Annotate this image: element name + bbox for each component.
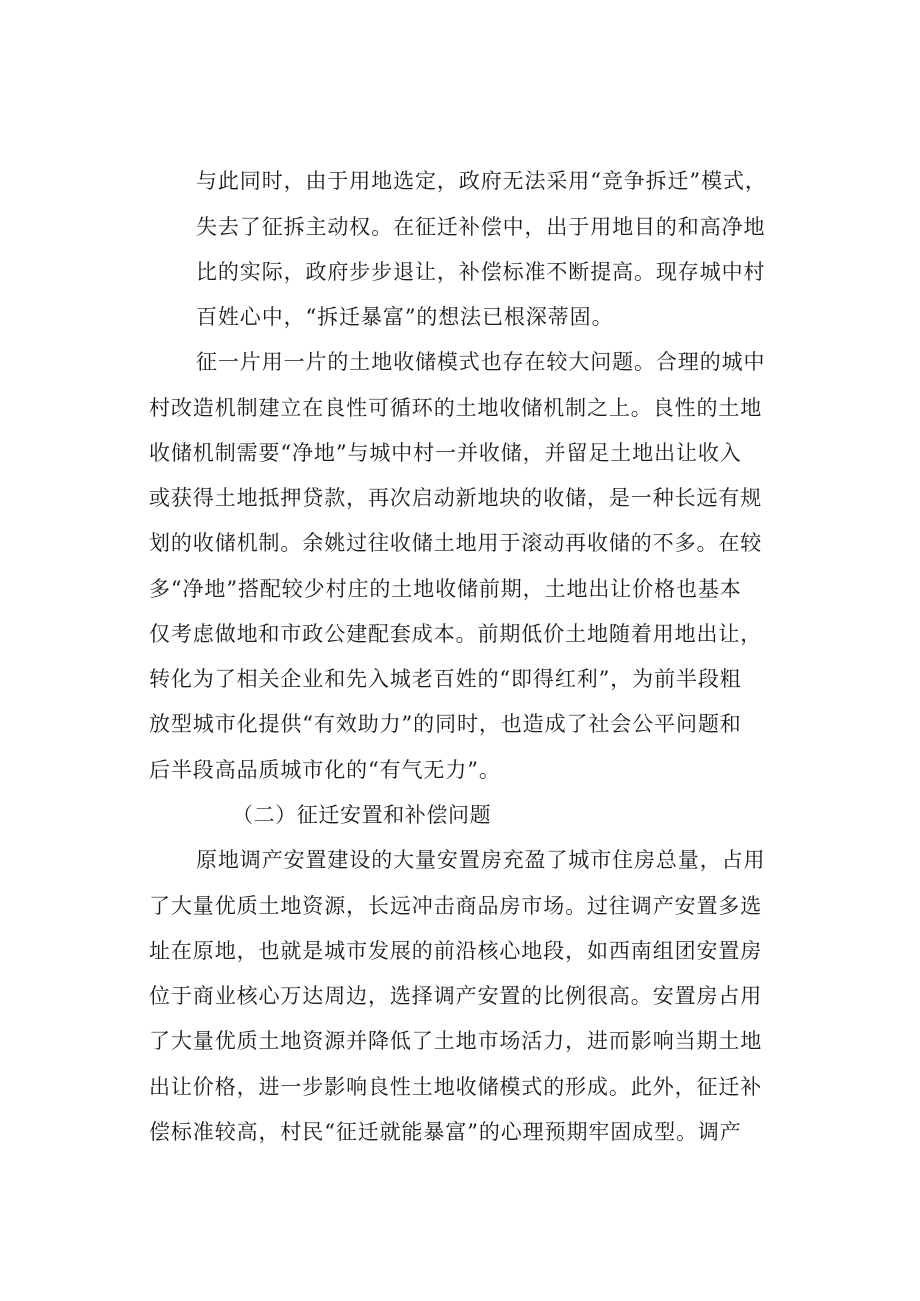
text-line: 出让价格，进一步影响良性土地收储模式的形成。此外，征迁补 <box>149 1075 763 1099</box>
text-line: 原地调产安置建设的大量安置房充盈了城市住房总量，占用 <box>196 848 766 872</box>
text-line: 百姓心中，“拆迁暴富”的想法已根深蒂固。 <box>196 305 614 329</box>
text-line: 或获得土地抵押贷款，再次启动新地块的收储，是一种长远有规 <box>149 486 763 510</box>
text-line: 了大量优质土地资源并降低了土地市场活力，进而影响当期土地 <box>149 1029 763 1053</box>
text-line: 仅考虑做地和市政公建配套成本。前期低价土地随着用地出让， <box>149 622 763 646</box>
text-line: 与此同时，由于用地选定，政府无法采用“竞争拆迁”模式， <box>196 169 767 193</box>
text-line: 多“净地”搭配较少村庄的土地收储前期，土地出让价格也基本 <box>149 577 742 601</box>
text-line: 后半段高品质城市化的“有气无力”。 <box>149 758 501 782</box>
text-line: 失去了征拆主动权。在征迁补偿中，出于用地目的和高净地 <box>196 215 766 239</box>
heading-line: （二）征迁安置和补偿问题 <box>232 803 492 827</box>
text-line: 偿标准较高，村民“征迁就能暴富”的心理预期牢固成型。调产 <box>149 1120 742 1144</box>
text-line: 划的收储机制。余姚过往收储土地用于滚动再收储的不多。在较 <box>149 531 763 555</box>
text-line: 放型城市化提供“有效助力”的同时，也造成了社会公平问题和 <box>149 712 742 736</box>
text-line: 了大量优质土地资源，长远冲击商品房市场。过往调产安置多选 <box>149 894 763 918</box>
text-line: 村改造机制建立在良性可循环的土地收储机制之上。良性的土地 <box>149 396 763 420</box>
text-line: 转化为了相关企业和先入城老百姓的“即得红利”，为前半段粗 <box>149 667 742 691</box>
text-line: 征一片用一片的土地收储模式也存在较大问题。合理的城中 <box>196 350 766 374</box>
text-line: 址在原地，也就是城市发展的前沿核心地段，如西南组团安置房 <box>149 939 763 963</box>
text-line: 收储机制需要“净地”与城中村一并收储，并留足土地出让收入 <box>149 441 742 465</box>
text-line: 位于商业核心万达周边，选择调产安置的比例很高。安置房占用 <box>149 984 763 1008</box>
text-line: 比的实际，政府步步退让，补偿标准不断提高。现存城中村 <box>196 260 766 284</box>
